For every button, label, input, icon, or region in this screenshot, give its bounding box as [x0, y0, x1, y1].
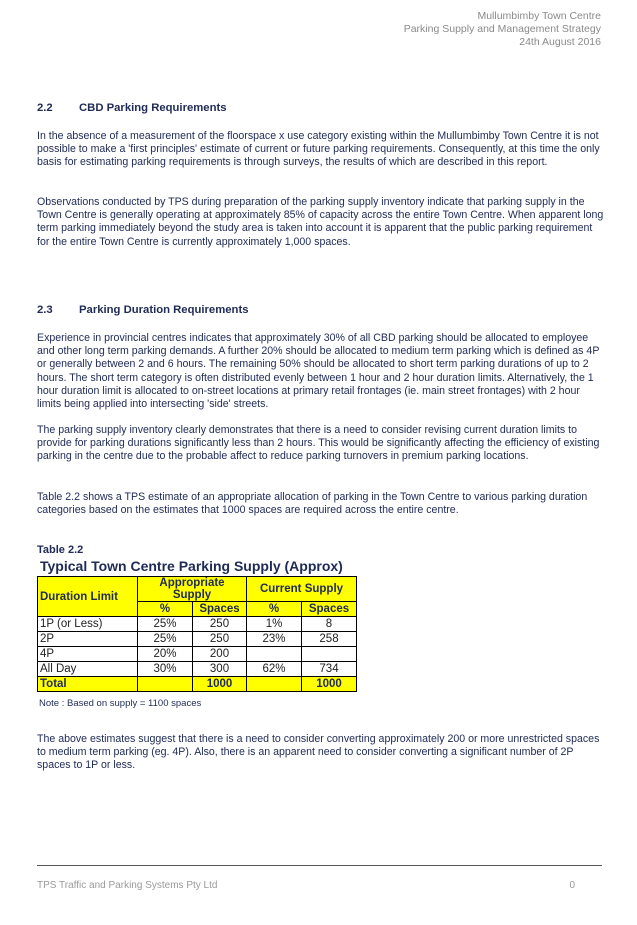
header-line-3: 24th August 2016 [519, 36, 601, 48]
header-line-1: Mullumbimby Town Centre [477, 10, 601, 22]
cell-total-cur-pct [247, 677, 302, 692]
table-row [38, 617, 357, 632]
cell-duration: 1P (or Less) [38, 617, 138, 632]
cell-cur-pct: 62% [247, 662, 302, 677]
table-header-row [38, 577, 357, 602]
table-note: Note : Based on supply = 1100 spaces [39, 698, 202, 709]
conclusion-paragraph: The above estimates suggest that there is a need to consider converting approximately 200 or more unrestricted spaces to medium term parking (eg. 4P). Also, there is an apparent need to consider converting a significant number of 2P spaces to 1P or less. [37, 733, 600, 772]
section-2-3-paragraph-1: Experience in provincial centres indicates that approximately 30% of all CBD parking should be allocated to employee and other long term parking demands. A further 20% should be allocated to medium term parking which is defined as 4P or generally between 2 and 6 hours. The remaining 50% should be allocated to short term parking durations of up to 2 hours. The short term category is often distributed evenly between 1 hour and 2 hour duration limits. Alternatively, the 1 hour duration limit is allocated to on-street locations at primary retail frontages (ie. main street frontages) with 2 hour limits being applied into intersecting 'side' streets. [37, 332, 600, 411]
cell-cur-spaces: 734 [302, 662, 357, 677]
cell-cur-spaces: 8 [302, 617, 357, 632]
cell-total-app-pct [138, 677, 193, 692]
cell-app-spaces: 200 [193, 647, 247, 662]
table-total-row [38, 677, 357, 692]
table-label: Table 2.2 [37, 544, 84, 556]
header-line-2: Parking Supply and Management Strategy [403, 23, 601, 35]
sub-cur-pct: % [247, 602, 302, 617]
section-2-2-paragraph-2: Observations conducted by TPS during preparation of the parking supply inventory indicate that parking supply in the Town Centre is generally operating at approximately 85% of capacity across the entire Town Centre. When apparent long term parking immediately beyond the study area is taken into account it is apparent that the public parking requirement for the entire Town Centre is currently approximately 1,000 spaces. [37, 196, 604, 248]
section-2-3-paragraph-3: Table 2.2 shows a TPS estimate of an appropriate allocation of parking in the Town Centre to various parking duration categories based on the estimates that 1000 spaces are required across the entire centre. [37, 491, 588, 517]
cell-app-pct: 25% [138, 617, 193, 632]
section-title: Parking Duration Requirements [79, 304, 249, 316]
table-title: Typical Town Centre Parking Supply (Approx) [40, 558, 343, 574]
col-duration-limit: Duration Limit [38, 577, 138, 617]
section-2-3-heading [37, 304, 249, 316]
footer-divider [37, 865, 602, 866]
col-current-supply: Current Supply [247, 577, 357, 602]
section-2-2-heading [37, 102, 227, 114]
cell-cur-pct [247, 647, 302, 662]
col-appropriate-supply: Appropriate Supply [138, 577, 247, 602]
cell-app-spaces: 300 [193, 662, 247, 677]
cell-duration: 2P [38, 632, 138, 647]
cell-duration: 4P [38, 647, 138, 662]
section-2-2-paragraph-1: In the absence of a measurement of the floorspace x use category existing within the Mullumbimby Town Centre it is not possible to make a 'first principles' estimate of current or future parking requirements. Consequently, at this time the only basis for estimating parking requirements is through surveys, the results of which are described in this report. [37, 130, 600, 169]
cell-cur-pct: 23% [247, 632, 302, 647]
table-row [38, 662, 357, 677]
cell-cur-pct: 1% [247, 617, 302, 632]
cell-app-pct: 20% [138, 647, 193, 662]
sub-app-spaces: Spaces [193, 602, 247, 617]
cell-app-pct: 30% [138, 662, 193, 677]
sub-app-pct: % [138, 602, 193, 617]
table-row [38, 647, 357, 662]
cell-total-label: Total [38, 677, 138, 692]
footer-company: TPS Traffic and Parking Systems Pty Ltd [37, 880, 218, 891]
cell-app-spaces: 250 [193, 617, 247, 632]
parking-supply-table [37, 576, 357, 692]
cell-cur-spaces [302, 647, 357, 662]
cell-app-spaces: 250 [193, 632, 247, 647]
section-number: 2.3 [37, 304, 53, 316]
section-title: CBD Parking Requirements [79, 102, 227, 114]
section-number: 2.2 [37, 102, 53, 114]
cell-total-app-spaces: 1000 [193, 677, 247, 692]
cell-cur-spaces: 258 [302, 632, 357, 647]
sub-cur-spaces: Spaces [302, 602, 357, 617]
table-row [38, 632, 357, 647]
document-header [404, 10, 601, 49]
page-number: 0 [569, 880, 575, 891]
section-2-3-paragraph-2: The parking supply inventory clearly demonstrates that there is a need to consider revising current duration limits to provide for parking durations significantly less than 2 hours. This would be significantly affecting the efficiency of existing parking in the centre due to the probable affect to reduce parking turnovers in premium parking locations. [37, 424, 600, 463]
cell-duration: All Day [38, 662, 138, 677]
cell-app-pct: 25% [138, 632, 193, 647]
cell-total-cur-spaces: 1000 [302, 677, 357, 692]
